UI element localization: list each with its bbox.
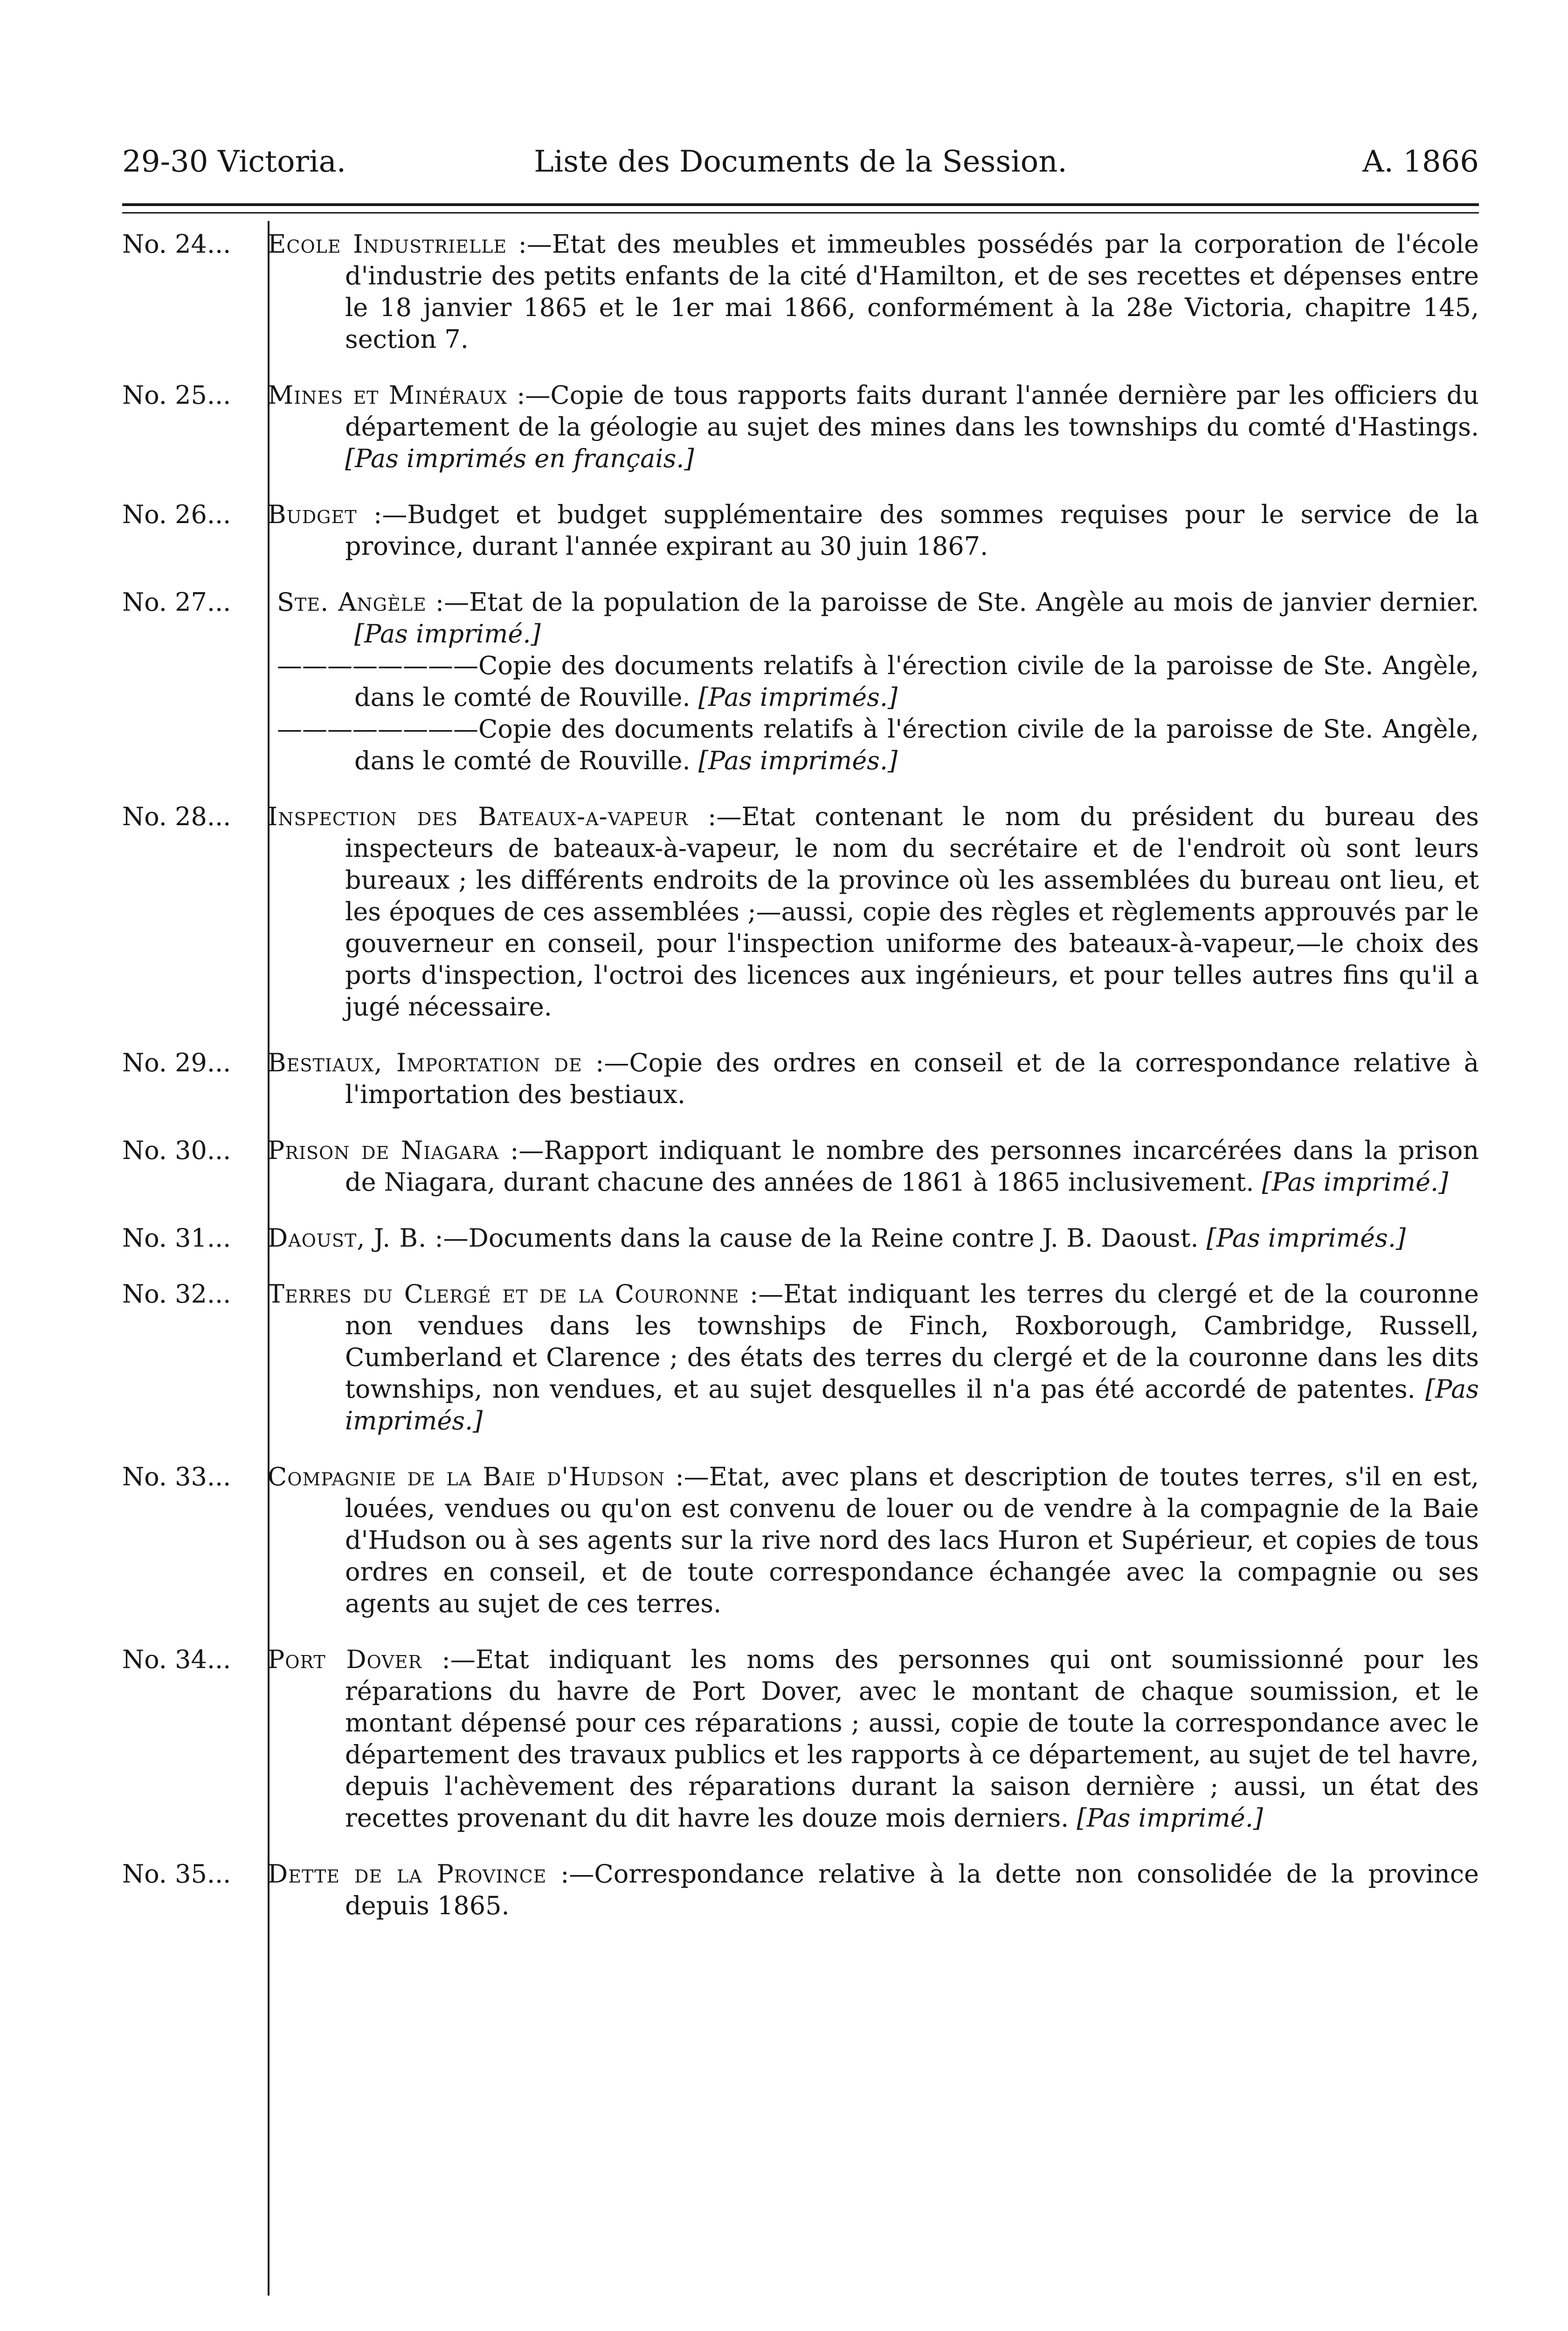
entry-note: [Pas imprimé.]: [354, 619, 541, 648]
entry-title: Ecole Industrielle: [268, 229, 507, 259]
header-rule-thick: [122, 203, 1479, 206]
entry-body: [268, 586, 1479, 777]
header-title: Liste des Documents de la Session.: [534, 145, 1067, 179]
entry-25: [122, 379, 1479, 475]
entry-text: :—Etat indiquant les noms des personnes qui ont soumissionné pour les réparations du havre de Port Dover, avec le montant de chaque soumission, et le montant dépensé pour ces réparations ; aussi, copie de toute la correspondance avec le département des travaux publics et les rapports à ce département, au sujet de tel havre, depuis l'achèvement des réparations durant la saison dernière ; aussi, un état des recettes provenant du dit havre les douze mois derniers.: [345, 1645, 1479, 1833]
sub-note: [Pas imprimés.]: [698, 683, 898, 712]
entry-text: :—Copie de tous rapports faits durant l'année dernière par les officiers du département de la géologie au sujet des mines dans les townships du comté d'Hastings.: [345, 380, 1479, 441]
entry-title: Bestiaux, Importation de: [268, 1048, 582, 1077]
entry-text: :—Budget et budget supplémentaire des sommes requises pour le service de la province, durant l'année expirant au 30 juin 1867.: [345, 500, 1479, 561]
entry-body: [268, 1222, 1479, 1254]
entry-title: Port Dover: [268, 1645, 422, 1674]
entry-number: No. 26...: [122, 500, 231, 529]
entry-number: No. 32...: [122, 1279, 231, 1309]
entry-sub-paragraph: [277, 713, 1479, 777]
entry-number: No. 29...: [122, 1048, 231, 1077]
entry-body: [268, 379, 1479, 475]
entry-note: [Pas imprimé.]: [1262, 1167, 1449, 1197]
entry-33: [122, 1461, 1479, 1620]
entry-35: [122, 1858, 1479, 1922]
entry-body: [268, 228, 1479, 355]
entry-text: :—Etat de la population de la paroisse de Ste. Angèle au mois de janvier dernier.: [426, 587, 1479, 617]
entry-body: [268, 1047, 1479, 1110]
entry-27: [122, 586, 1479, 777]
entry-number: No. 33...: [122, 1462, 231, 1491]
entry-paragraph: [277, 586, 1479, 650]
page-header: [122, 136, 1479, 187]
entry-number: No. 31...: [122, 1223, 231, 1253]
entry-title: Ste. Angèle: [277, 587, 427, 617]
sub-dash: ————————: [277, 651, 478, 680]
entry-text: :—Etat contenant le nom du président du bureau des inspecteurs de bateaux-à-vapeur, le nom du secrétaire et de l'endroit où sont leurs bureaux ; les différents endroits de la province où les assemblées du bureau ont lieu, et les époques de ces assemblées ;—aussi, copie des règles et règlements approuvés par le gouverneur en conseil, pour l'inspection uniforme des bateaux-à-vapeur,—le choix des ports d'inspection, l'octroi des licences aux ingénieurs, et pour telles autres fins qu'il a jugé nécessaire.: [345, 802, 1479, 1021]
sub-dash: ————————: [277, 714, 478, 744]
entry-note: [Pas imprimés.]: [345, 1374, 1479, 1435]
entry-body: [268, 1858, 1479, 1922]
entry-32: [122, 1278, 1479, 1437]
entry-number: No. 25...: [122, 380, 231, 410]
entry-number: No. 28...: [122, 802, 231, 831]
entry-note: [Pas imprimés.]: [1206, 1223, 1406, 1253]
entry-24: [122, 228, 1479, 355]
entry-title: Terres du Clergé et de la Couronne: [268, 1279, 739, 1309]
header-year: A. 1866: [1362, 145, 1479, 179]
entry-title: Daoust, J. B.: [268, 1223, 427, 1253]
entry-text: :—Rapport indiquant le nombre des personnes incarcérées dans la prison de Niagara, durant chacune des années de 1861 à 1865 inclusivement.: [345, 1136, 1479, 1197]
sub-text: Copie des documents relatifs à l'érection civile de la paroisse de Ste. Angèle, dans le comté de Rouville.: [354, 714, 1479, 775]
entry-34: [122, 1644, 1479, 1834]
header-session: 29-30 Victoria.: [122, 145, 346, 179]
sub-note: [Pas imprimés.]: [698, 746, 898, 775]
entry-body: [268, 801, 1479, 1023]
entry-text: :—Etat des meubles et immeubles possédés par la corporation de l'école d'industrie des petits enfants de la cité d'Hamilton, et de ses recettes et dépenses entre le 18 janvier 1865 et le 1er mai 1866, conformément à la 28e Victoria, chapitre 145, section 7.: [345, 229, 1479, 354]
entry-body: [268, 1644, 1479, 1834]
entry-29: [122, 1047, 1479, 1110]
entry-text: :—Documents dans la cause de la Reine contre J. B. Daoust.: [427, 1223, 1207, 1253]
entry-text: :—Etat indiquant les terres du clergé et de la couronne non vendues dans les townships de Finch, Roxborough, Cambridge, Russell, Cumberland et Clarence ; des états des terres du clergé et de la couronne dans les dits townships, non vendues, et au sujet desquelles il n'a pas été accordé de patentes.: [345, 1279, 1479, 1404]
entry-number: No. 24...: [122, 229, 231, 259]
entry-number: No. 35...: [122, 1859, 231, 1889]
entry-body: [268, 1278, 1479, 1437]
sub-text: Copie des documents relatifs à l'érection civile de la paroisse de Ste. Angèle, dans le comté de Rouville.: [354, 651, 1479, 712]
entry-28: [122, 801, 1479, 1023]
entry-26: [122, 499, 1479, 562]
entry-body: [268, 499, 1479, 562]
entry-title: Budget: [268, 500, 357, 529]
entry-text: :—Correspondance relative à la dette non consolidée de la province depuis 1865.: [345, 1859, 1479, 1920]
entry-sub-paragraph: [277, 650, 1479, 713]
entry-title: Compagnie de la Baie d'Hudson: [268, 1462, 665, 1491]
entry-30: [122, 1135, 1479, 1198]
entry-text: :—Copie des ordres en conseil et de la correspondance relative à l'importation des bestiaux.: [345, 1048, 1479, 1109]
header-rule-thin: [122, 212, 1479, 214]
entry-note: [Pas imprimé.]: [1077, 1803, 1263, 1833]
entry-number: No. 30...: [122, 1136, 231, 1165]
entry-title: Inspection des Bateaux-a-vapeur: [268, 802, 689, 831]
entry-note: [Pas imprimés en français.]: [345, 444, 694, 473]
entry-number: No. 34...: [122, 1645, 231, 1674]
entry-31: [122, 1222, 1479, 1254]
entry-title: Mines et Minéraux: [268, 380, 508, 410]
document-list: [122, 228, 1479, 1946]
entry-title: Prison de Niagara: [268, 1136, 499, 1165]
entry-title: Dette de la Province: [268, 1859, 547, 1889]
entry-number: No. 27...: [122, 587, 231, 617]
entry-body: [268, 1135, 1479, 1198]
entry-text: :—Etat, avec plans et description de toutes terres, s'il en est, louées, vendues ou qu'on est convenu de louer ou de vendre à la compagnie de la Baie d'Hudson ou à ses agents sur la rive nord des lacs Huron et Supérieur, et copies de tous ordres en conseil, et de toute correspondance échangée avec la compagnie ou ses agents au sujet de ces terres.: [345, 1462, 1479, 1618]
entry-body: [268, 1461, 1479, 1620]
